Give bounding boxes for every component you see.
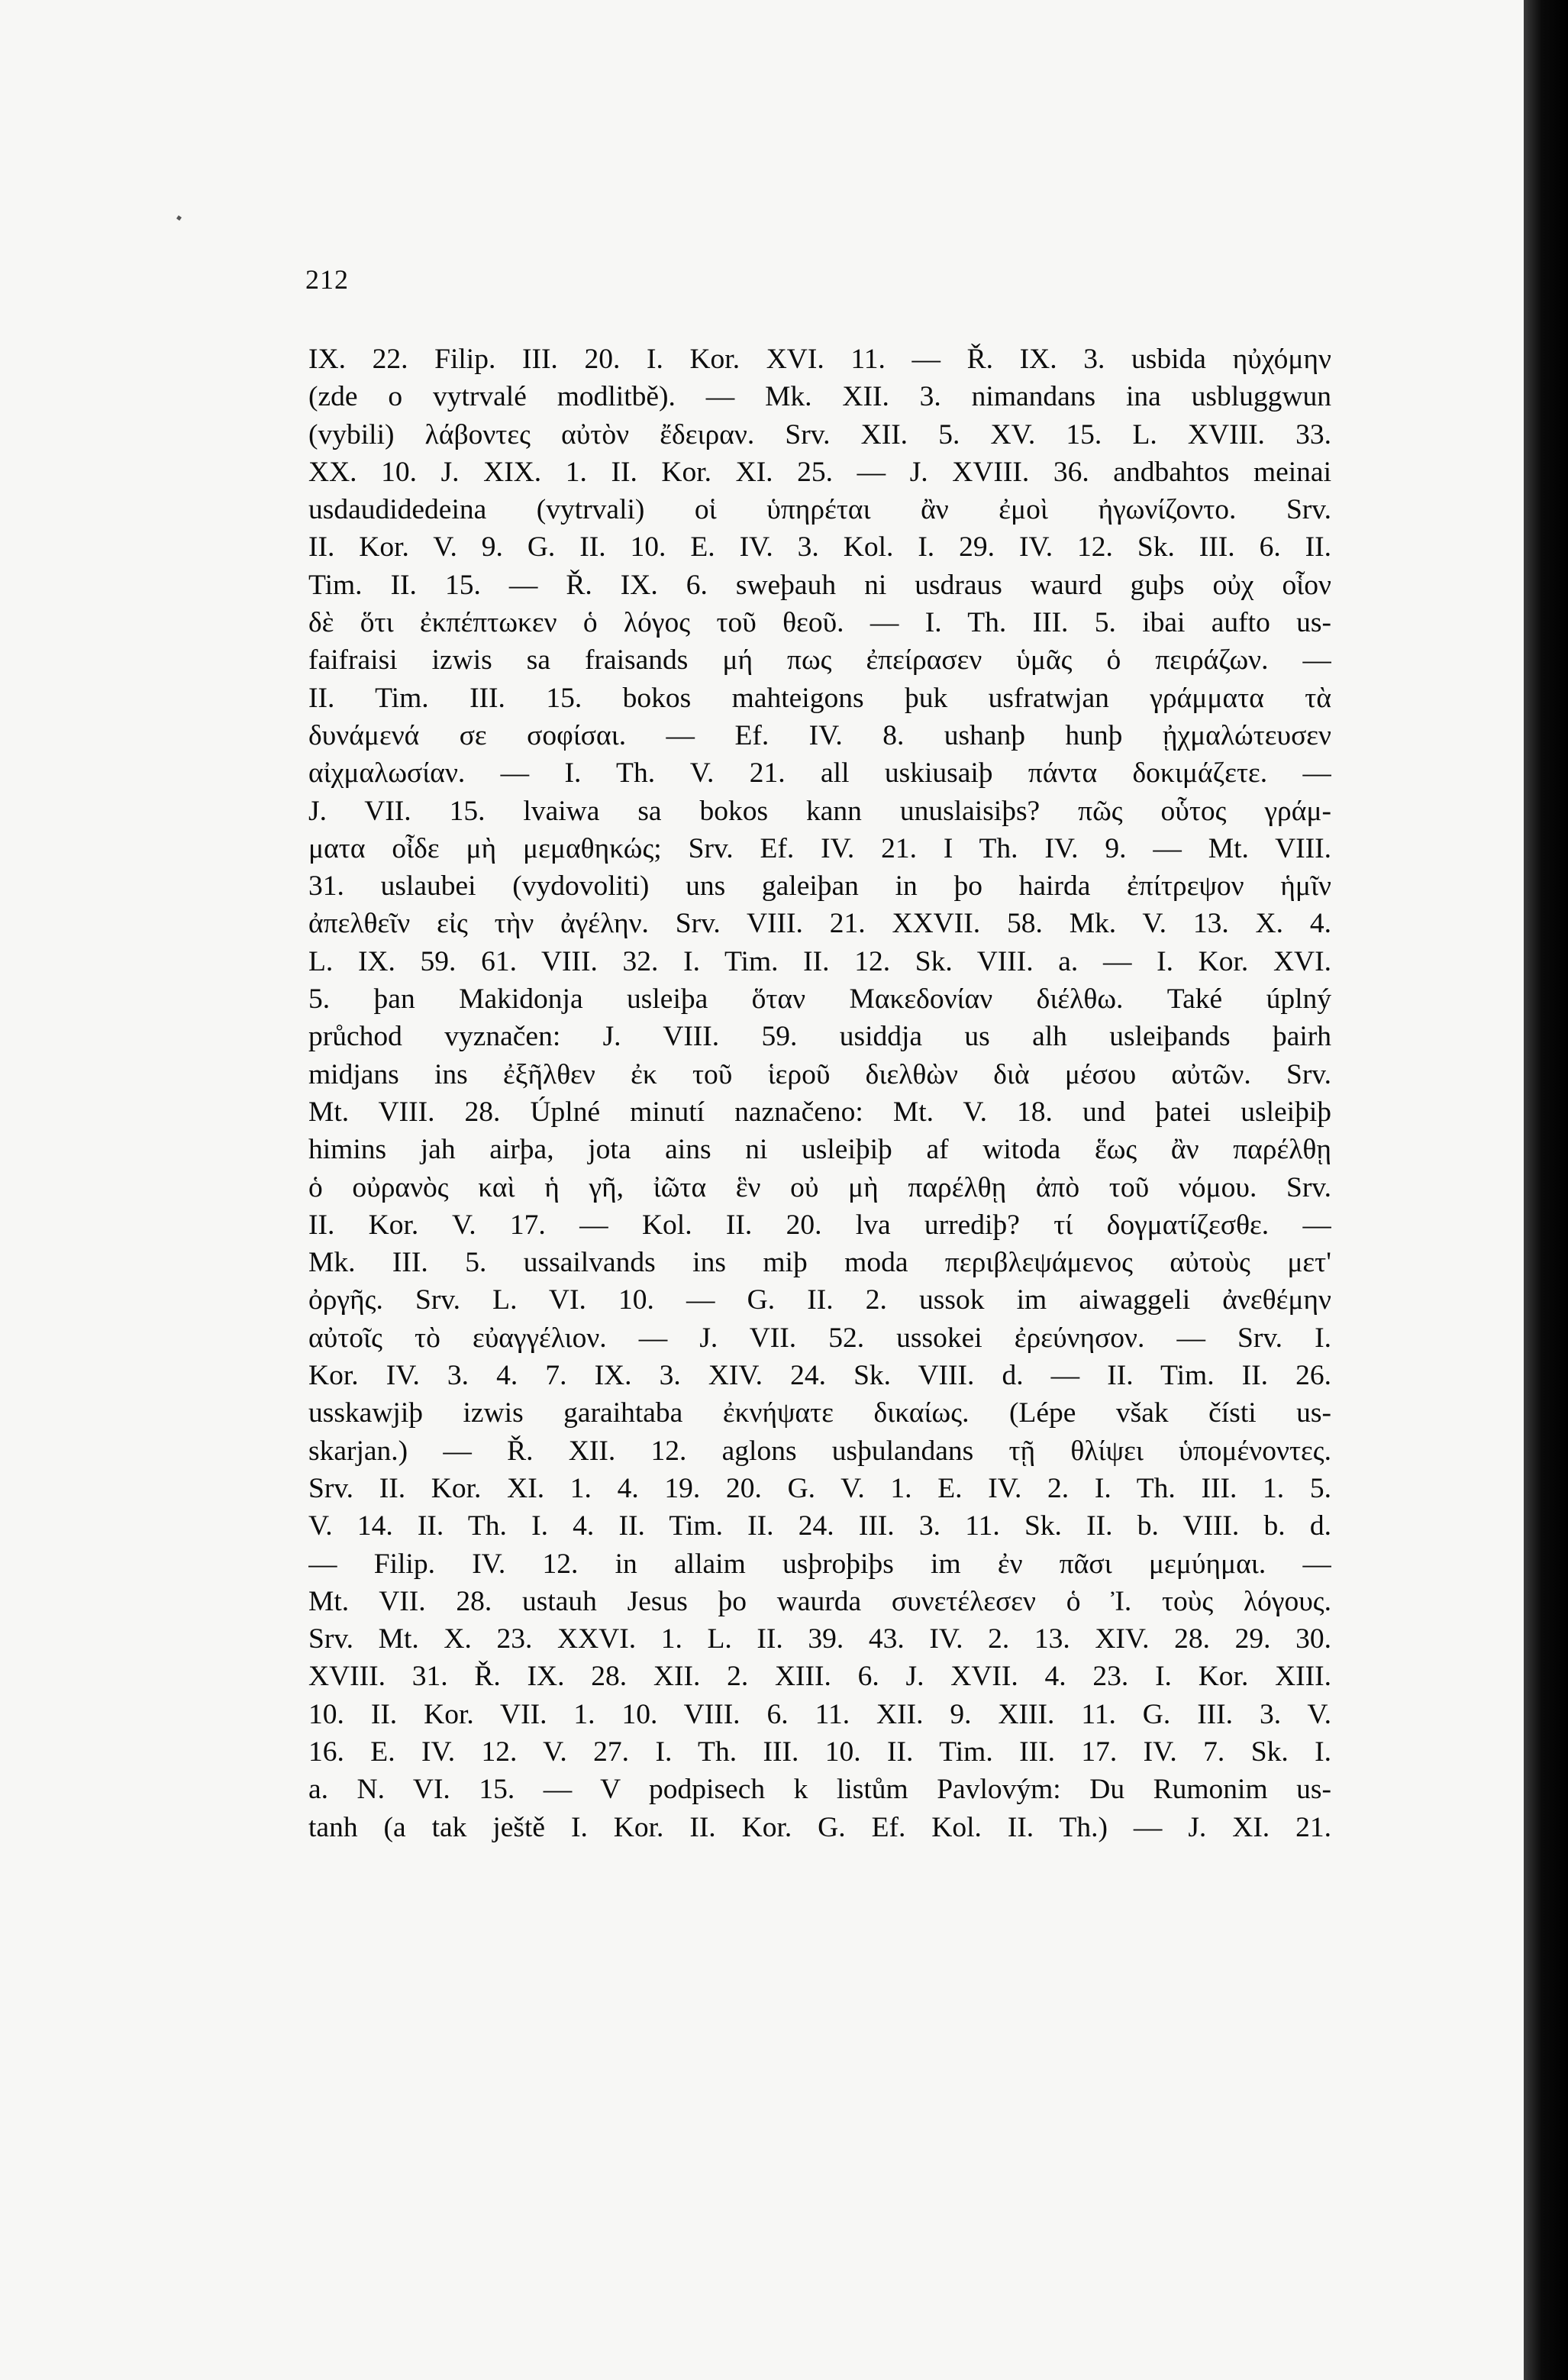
text-line: ὀργῆς. Srv. L. VI. 10. — G. II. 2. ussok im aiwaggeli ἀνεθέμην <box>308 1284 1331 1316</box>
text-line: a. N. VI. 15. — V podpisech k listům Pavlovým: Du Rumonim us- <box>308 1774 1331 1806</box>
text-line: δυνάμενά σε σοφίσαι. — Ef. IV. 8. ushanþ hunþ ᾐχμαλώτευσεν <box>308 719 1331 751</box>
text-line: 10. II. Kor. VII. 1. 10. VIII. 6. 11. XII. 9. XIII. 11. G. III. 3. V. <box>308 1698 1331 1730</box>
text-line: faifraisi izwis sa fraisands μή πως ἐπείρασεν ὑμᾶς ὁ πειράζων. — <box>308 644 1331 677</box>
text-line: L. IX. 59. 61. VIII. 32. I. Tim. II. 12. Sk. VIII. a. — I. Kor. XVI. <box>308 945 1331 977</box>
text-line: αὐτοῖς τὸ εὐαγγέλιον. — J. VII. 52. ussokei ἐρεύνησον. — Srv. I. <box>308 1322 1331 1354</box>
text-line: ματα οἶδε μὴ μεμαθηκώς; Srv. Ef. IV. 21. I Th. IV. 9. — Mt. VIII. <box>308 832 1331 864</box>
text-line: himins jah airþa, jota ains ni usleiþiþ af witoda ἕως ἂν παρέλθῃ <box>308 1134 1331 1166</box>
text-line: Tim. II. 15. — Ř. IX. 6. sweþauh ni usdraus waurd guþs οὐχ οἷον <box>308 569 1331 601</box>
text-line: II. Tim. III. 15. bokos mahteigons þuk usfratwjan γράμματα τὰ <box>308 682 1331 714</box>
body-text <box>308 341 1331 1846</box>
scan-border <box>1524 0 1568 2380</box>
text-line: II. Kor. V. 9. G. II. 10. E. IV. 3. Kol. I. 29. IV. 12. Sk. III. 6. II. <box>308 531 1331 564</box>
text-line: — Filip. IV. 12. in allaim usþroþiþs im ἐν πᾶσι μεμύημαι. — <box>308 1548 1331 1580</box>
ink-speck <box>176 215 182 221</box>
text-line: Srv. Mt. X. 23. XXVI. 1. L. II. 39. 43. IV. 2. 13. XIV. 28. 29. 30. <box>308 1623 1331 1655</box>
text-line: Srv. II. Kor. XI. 1. 4. 19. 20. G. V. 1. E. IV. 2. I. Th. III. 1. 5. <box>308 1472 1331 1504</box>
text-line: 16. E. IV. 12. V. 27. I. Th. III. 10. II. Tim. III. 17. IV. 7. Sk. I. <box>308 1736 1331 1768</box>
text-line: J. VII. 15. lvaiwa sa bokos kann unuslaisiþs? πῶς οὗτος γράμ- <box>308 795 1331 827</box>
text-line: 31. uslaubei (vydovoliti) uns galeiþan in þo hairda ἐπίτρεψον ἡμῖν <box>308 870 1331 903</box>
text-line: Mt. VIII. 28. Úplné minutí naznačeno: Mt. V. 18. und þatei usleiþiþ <box>308 1096 1331 1128</box>
text-line: Mt. VII. 28. ustauh Jesus þo waurda συνετέλεσεν ὁ Ἰ. τοὺς λόγους. <box>308 1585 1331 1617</box>
text-line: V. 14. II. Th. I. 4. II. Tim. II. 24. III. 3. 11. Sk. II. b. VIII. b. d. <box>308 1510 1331 1542</box>
text-line: αἰχμαλωσίαν. — I. Th. V. 21. all uskiusaiþ πάντα δοκιμάζετε. — <box>308 757 1331 790</box>
text-line: XVIII. 31. Ř. IX. 28. XII. 2. XIII. 6. J. XVII. 4. 23. I. Kor. XIII. <box>308 1661 1331 1693</box>
text-line: ὁ οὐρανὸς καὶ ἡ γῆ, ἰῶτα ἓν οὐ μὴ παρέλθῃ ἀπὸ τοῦ νόμου. Srv. <box>308 1171 1331 1203</box>
text-line: 5. þan Makidonja usleiþa ὅταν Μακεδονίαν διέλθω. Také úplný <box>308 983 1331 1016</box>
text-line: II. Kor. V. 17. — Kol. II. 20. lva urrediþ? τί δογματίζεσθε. — <box>308 1209 1331 1241</box>
page-number: 212 <box>305 264 349 295</box>
text-line: Mk. III. 5. ussailvands ins miþ moda περιβλεψάμενος αὐτοὺς μετ' <box>308 1247 1331 1279</box>
text-line: ἀπελθεῖν εἰς τὴν ἀγέλην. Srv. VIII. 21. XXVII. 58. Mk. V. 13. X. 4. <box>308 908 1331 940</box>
text-line: IX. 22. Filip. III. 20. I. Kor. XVI. 11. — Ř. IX. 3. usbida ηὐχόμην <box>308 344 1331 375</box>
text-line: δὲ ὅτι ἐκπέπτωκεν ὁ λόγος τοῦ θεοῦ. — I. Th. III. 5. ibai aufto us- <box>308 607 1331 639</box>
text-line: XX. 10. J. XIX. 1. II. Kor. XI. 25. — J. XVIII. 36. andbahtos meinai <box>308 456 1331 488</box>
text-line: skarjan.) — Ř. XII. 12. aglons usþulandans τῇ θλίψει ὑπομένοντες. <box>308 1435 1331 1467</box>
text-line: midjans ins ἐξῆλθεν ἐκ τοῦ ἱεροῦ διελθὼν διὰ μέσου αὐτῶν. Srv. <box>308 1058 1331 1090</box>
text-line: Kor. IV. 3. 4. 7. IX. 3. XIV. 24. Sk. VIII. d. — II. Tim. II. 26. <box>308 1360 1331 1392</box>
text-line: (zde o vytrvalé modlitbě). — Mk. XII. 3. nimandans ina usbluggwun <box>308 381 1331 413</box>
text-line: tanh (a tak ještě I. Kor. II. Kor. G. Ef. Kol. II. Th.) — J. XI. 21. <box>308 1811 1331 1843</box>
text-line: (vybili) λάβοντες αὐτὸν ἔδειραν. Srv. XII. 5. XV. 15. L. XVIII. 33. <box>308 418 1331 450</box>
text-line: průchod vyznačen: J. VIII. 59. usiddja us alh usleiþands þairh <box>308 1021 1331 1053</box>
text-line: usdaudidedeina (vytrvali) οἱ ὑπηρέται ἂν ἐμοὶ ἠγωνίζοντο. Srv. <box>308 494 1331 526</box>
text-line: usskawjiþ izwis garaihtaba ἐκνήψατε δικαίως. (Lépe však čísti us- <box>308 1397 1331 1429</box>
